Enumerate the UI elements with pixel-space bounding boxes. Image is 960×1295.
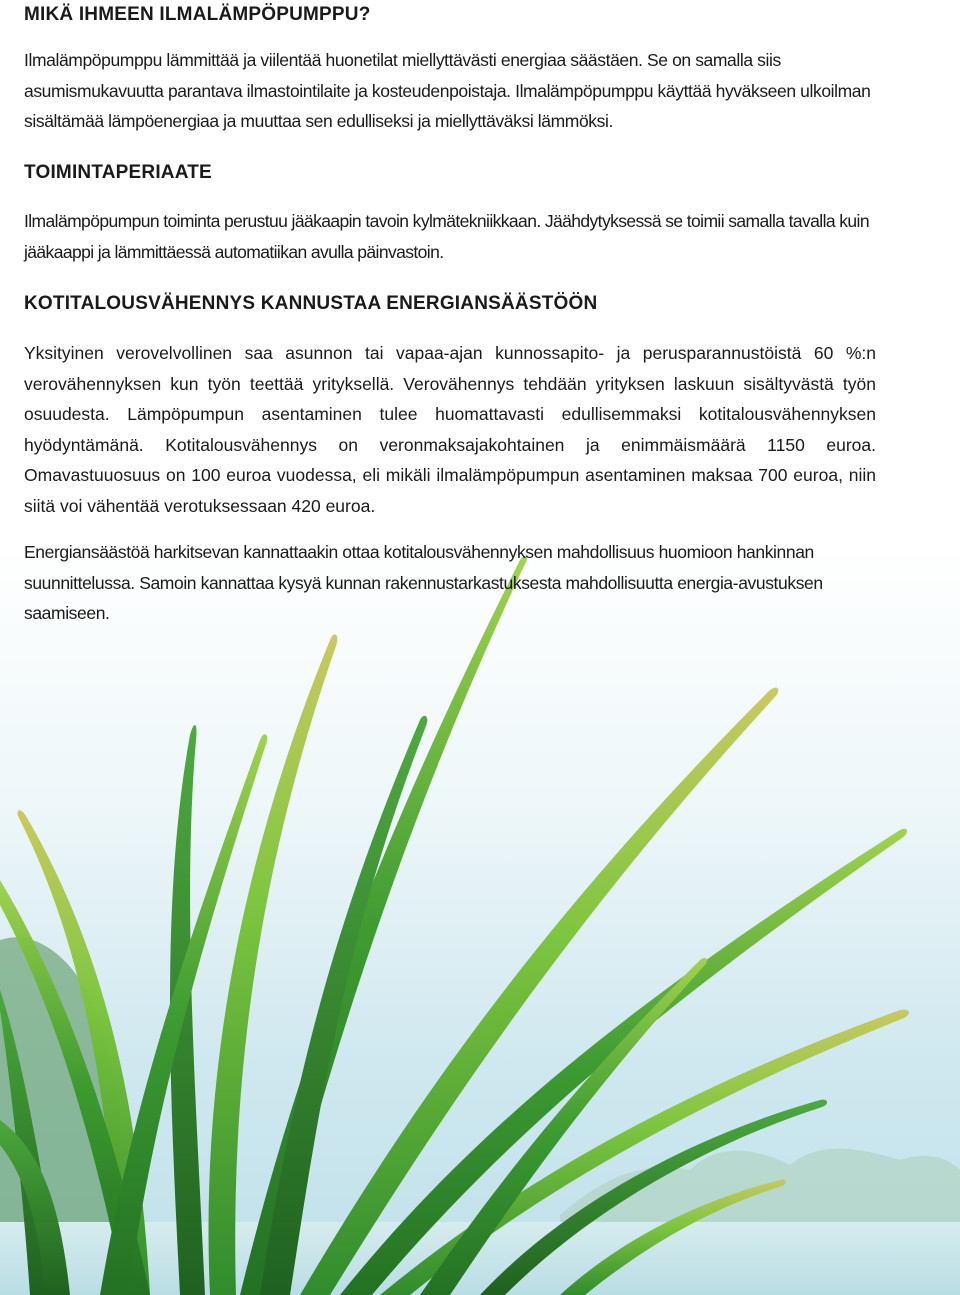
heading-household-deduction: KOTITALOUSVÄHENNYS KANNUSTAA ENERGIANSÄÄSTÖÖN: [24, 293, 598, 314]
heading-what-is-heat-pump: MIKÄ IHMEEN ILMALÄMPÖPUMPPU?: [24, 4, 371, 25]
paragraph-operating-principle: Ilmalämpöpumpun toiminta perustuu jääkaapin tavoin kylmätekniikkaan. Jäähdytyksessä se toimii samalla tavalla kuin jääkaappi ja lämmittäessä automatiikan avulla päinvastoin.: [24, 211, 869, 262]
heading-operating-principle: TOIMINTAPERIAATE: [24, 162, 212, 183]
paragraph-intro: Ilmalämpöpumppu lämmittää ja viilentää huonetilat miellyttävästi energiaa säästäen. Se on samalla siis asumismukavuutta parantava ilmastointilaite ja kosteudenpoistaja. Ilmalämpöpumppu käyttää hyväkseen ulkoilman sisältämää lämpöenergiaa ja muuttaa sen edulliseksi ja miellyttäväksi lämmöksi.: [24, 50, 871, 131]
paragraph-energy-saving: Energiansäästöä harkitsevan kannattaakin ottaa kotitalousvähennyksen mahdollisuus huomioon hankinnan suunnittelussa. Samoin kannattaa kysyä kunnan rakennustarkastuksesta mahdollisuutta energia-avustuksen saamiseen.: [24, 542, 823, 623]
paragraph-household-deduction: Yksityinen verovelvollinen saa asunnon tai vapaa-ajan kunnossapito- ja perusparannustöistä 60 %:n verovähennyksen kun työn teettää yrityksellä. Verovähennys tehdään yrityksen laskuun sisältyvästä työn osuudesta. Lämpöpumpun asentaminen tulee huomattavasti edullisemmaksi kotitalousvähennyksen hyödyntämänä. Kotitalousvähennys on veronmaksajakohtainen ja enimmäismäärä 1150 euroa. Omavastuuosuus on 100 euroa vuodessa, eli mikäli ilmalämpöpumpun asentaminen maksaa 700 euroa, niin siitä voi vähentää verotuksessaan 420 euroa.: [24, 343, 876, 516]
